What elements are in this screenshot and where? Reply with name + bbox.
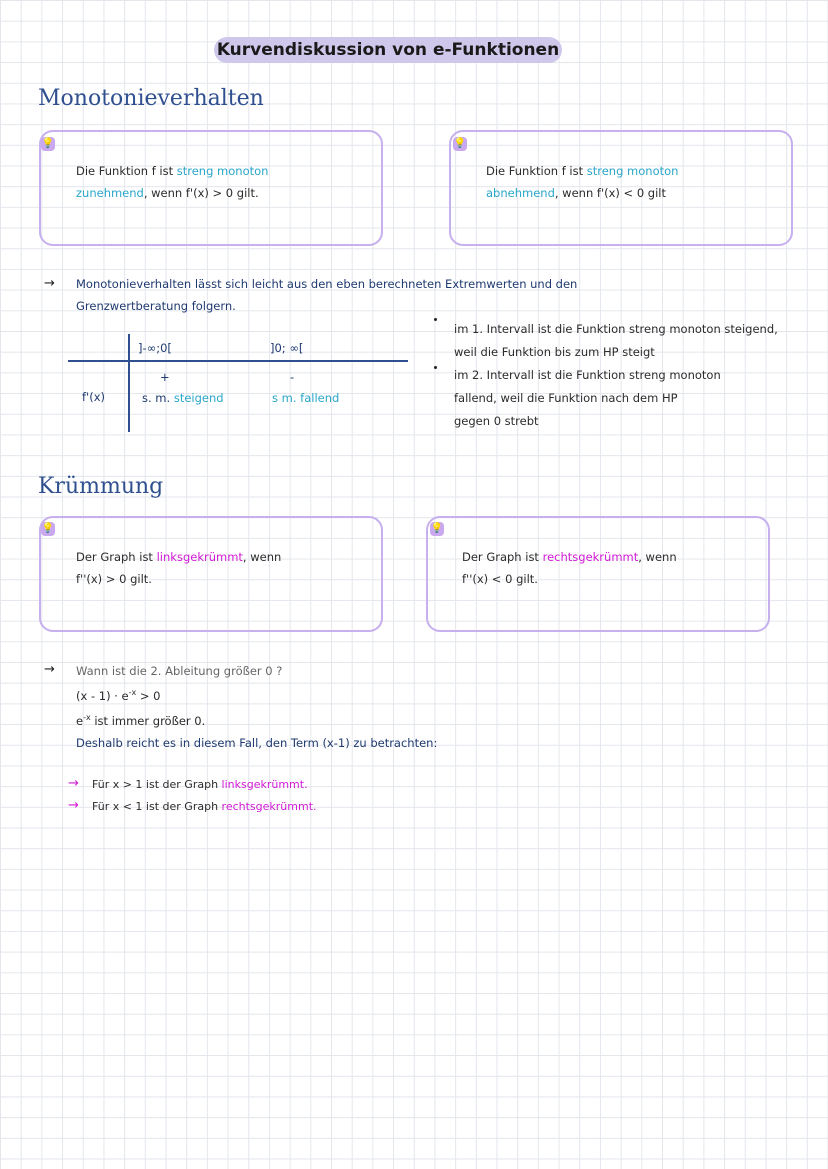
table-sign-1: + xyxy=(160,370,170,384)
bullet-line: weil die Funktion bis zum HP steigt xyxy=(454,345,655,359)
text: f''(x) > 0 gilt. xyxy=(76,572,152,586)
text: Die Funktion f ist xyxy=(76,164,177,178)
bullet-line: im 2. Intervall ist die Funktion streng monoton xyxy=(454,368,721,382)
text: s. m. xyxy=(142,391,174,405)
highlight-text: steigend xyxy=(173,391,224,405)
text: (x - 1) · e xyxy=(76,688,129,703)
highlight-text: rechtsgekrümmt. xyxy=(221,800,317,813)
monotonie-bullets xyxy=(454,318,826,433)
monotonie-explanation xyxy=(76,273,796,317)
table-row-label: f'(x) xyxy=(82,390,105,404)
text: > 0 xyxy=(136,688,161,703)
bullet-line: gegen 0 strebt xyxy=(454,414,539,428)
question-line: Wann ist die 2. Ableitung größer 0 ? xyxy=(76,664,283,678)
exponent: -x xyxy=(83,712,91,722)
text: Für x > 1 ist der Graph xyxy=(92,778,222,791)
table-desc-2: s m. fallend xyxy=(272,391,340,405)
text: Der Graph ist xyxy=(462,550,543,564)
table-desc-1 xyxy=(142,387,224,409)
definition-text-left-curved xyxy=(76,546,366,590)
lightbulb-icon: 💡 xyxy=(41,523,55,534)
text: Für x < 1 ist der Graph xyxy=(92,800,222,813)
text: , wenn f'(x) > 0 gilt. xyxy=(143,186,259,200)
arrow-right-icon: → xyxy=(68,776,79,791)
bullet-dot xyxy=(434,366,437,369)
exponent: -x xyxy=(128,688,137,697)
table-vertical-line xyxy=(128,334,130,432)
definition-text-decreasing xyxy=(486,160,776,204)
text: , wenn f'(x) < 0 gilt xyxy=(554,186,667,200)
conclusion-line: Deshalb reicht es in diesem Fall, den Term (x-1) zu betrachten: xyxy=(76,735,438,750)
case-x-less-1 xyxy=(92,796,317,818)
highlight-text: abnehmend xyxy=(486,186,555,200)
arrow-right-icon: → xyxy=(44,662,55,677)
bullet-line: im 1. Intervall ist die Funktion streng monoton steigend, xyxy=(454,322,778,336)
bullet-line: fallend, weil die Funktion nach dem HP xyxy=(454,391,678,405)
section-heading-kruemmung: Krümmung xyxy=(38,474,164,499)
text: e xyxy=(76,713,84,728)
text: , wenn xyxy=(638,550,677,564)
arrow-right-icon: → xyxy=(44,276,55,291)
table-header-interval-2: ]0; ∞[ xyxy=(270,341,304,355)
second-derivative-reasoning xyxy=(76,660,796,754)
definition-text-right-curved xyxy=(462,546,752,590)
text: Die Funktion f ist xyxy=(486,164,587,178)
text: ist immer größer 0. xyxy=(90,713,206,728)
lightbulb-icon: 💡 xyxy=(430,523,444,534)
section-heading-monotonie: Monotonieverhalten xyxy=(38,86,264,111)
table-horizontal-line xyxy=(68,360,408,362)
case-x-greater-1 xyxy=(92,774,308,796)
expression-line xyxy=(76,682,796,707)
lightbulb-icon: 💡 xyxy=(41,138,55,149)
text: Grenzwertberatung folgern. xyxy=(76,299,236,313)
highlight-text: streng monoton xyxy=(586,164,679,178)
text: Monotonieverhalten lässt sich leicht aus den eben berechneten Extremwerten und den xyxy=(76,277,578,291)
text: , wenn xyxy=(242,550,282,564)
definition-text-increasing xyxy=(76,160,366,204)
highlight-text: zunehmend xyxy=(76,186,144,200)
highlight-text: streng monoton xyxy=(176,164,269,178)
highlight-text: linksgekrümmt xyxy=(156,550,243,564)
text: Der Graph ist xyxy=(76,550,157,564)
table-header-interval-1: ]-∞;0[ xyxy=(138,341,172,355)
text: f''(x) < 0 gilt. xyxy=(462,572,538,586)
e-term-line xyxy=(76,707,796,732)
table-sign-2: - xyxy=(290,370,295,384)
page-title: Kurvendiskussion von e-Funktionen xyxy=(214,37,562,63)
bullet-dot xyxy=(434,318,437,321)
highlight-text: rechtsgekrümmt xyxy=(542,550,639,564)
lightbulb-icon: 💡 xyxy=(453,138,467,149)
arrow-right-icon: → xyxy=(68,798,79,813)
highlight-text: linksgekrümmt. xyxy=(221,778,308,791)
